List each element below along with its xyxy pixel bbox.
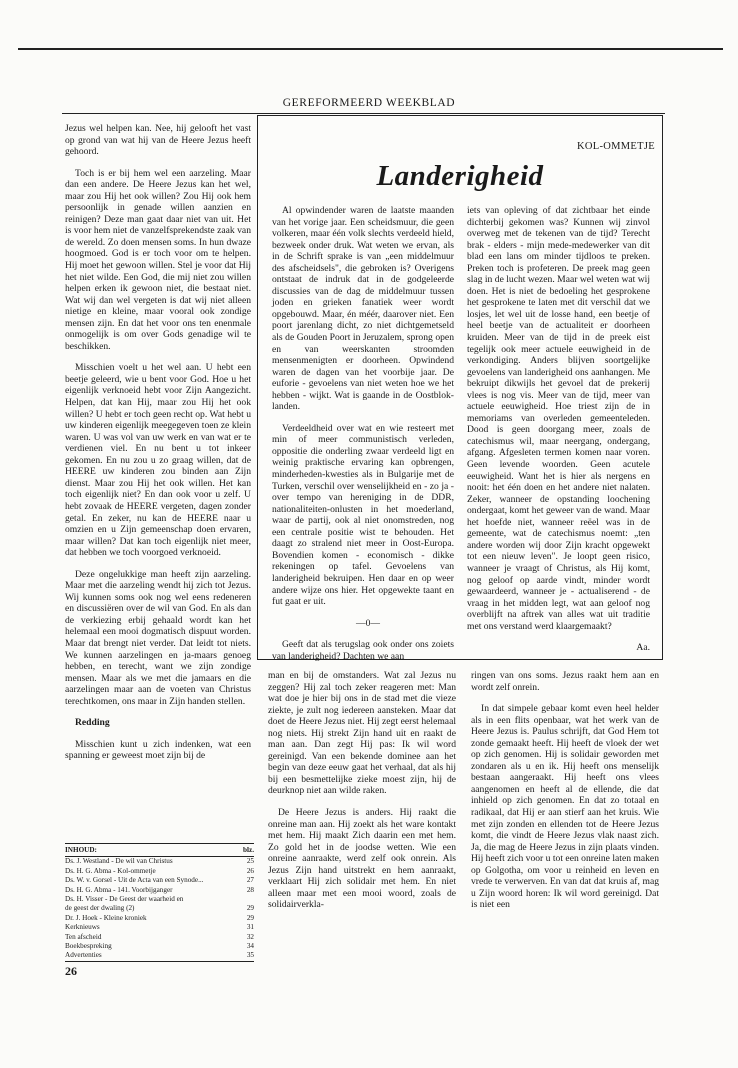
column-3 <box>471 670 659 921</box>
toc-entry <box>65 876 254 885</box>
signature: Aa. <box>636 642 650 654</box>
toc-entry-page: 32 <box>246 932 254 941</box>
toc-entry-title: Kerknieuws <box>65 923 100 932</box>
toc-page-heading: blz. <box>243 846 254 854</box>
separator: —0— <box>356 617 380 629</box>
column-1 <box>65 123 251 772</box>
paragraph: Jezus wel helpen kan. Nee, hij gelooft het vast op grond van wat hij van de Heere Jezus heeft gehoord. <box>65 123 251 158</box>
toc-entry <box>65 923 254 932</box>
toc-entry <box>65 857 254 866</box>
toc-entries <box>65 857 254 961</box>
toc-entry-title: Ds. H. G. Abma - 141. Voorbijganger <box>65 885 173 894</box>
toc-entry-page: 27 <box>246 876 254 885</box>
toc-entry-title: Advertenties <box>65 951 102 960</box>
box-kicker: KOL-OMMETJE <box>577 141 655 152</box>
toc-entry-page: 26 <box>246 866 254 875</box>
page-number: 26 <box>65 964 77 978</box>
toc-header <box>65 843 254 857</box>
toc-entry <box>65 886 254 895</box>
toc-entry-title: Ds. J. Westland - De wil van Christus <box>65 857 173 866</box>
toc-entry <box>65 951 254 960</box>
paragraph: In dat simpele gebaar komt even heel helder als in een flits openbaar, wat het werk van de Heere Jezus is. Paulus schrijft, dat God Hem tot zonde gemaakt heeft. Hij heeft de vloek der wet op zich genomen. Hij is solidair geworden met zondaren als u en ik. Hij heeft ons menselijk bestaan aangeraakt. Hij heeft ons vlees aangenomen en heeft al de ellende, die dat inhield op zich genomen. En dat zo totaal en radikaal, dat Hij er aan stierf aan het kruis. Wie met zijn zonden en ellenden tot de Heere Jezus komt, die vindt de Heere Jezus vlak naast zich. Ja, die mag de Heere Jezus in zijn plaats vinden. Hij heeft zich voor u tot een onreine laten maken op Golgotha, om voor u reinheid en leven en vrede te verwerven. En van dat dat kruis af, mag u Zijn woord horen: Ik wil word gereinigd. Dat is niet een <box>471 703 659 911</box>
toc-entry-title: Boekbespreking <box>65 942 112 951</box>
toc-entry-title: Ten afscheid <box>65 932 102 941</box>
toc-entry-title: Ds. W. v. Gorsel - Uit de Acta van een Synode... <box>65 876 204 885</box>
toc-entry-page: 35 <box>246 951 254 960</box>
toc-entry-title: de geest der dwaling (2) <box>65 904 135 913</box>
toc-entry <box>65 867 254 876</box>
box-column-right <box>467 205 650 654</box>
toc-entry <box>65 942 254 951</box>
kol-ommetje-box <box>257 115 663 660</box>
paragraph: Verdeeldheid over wat en wie resteert met min of meer communistisch verleden, oppositie die onderling zwaar verdeeld ligt en weinig praktische ervaring kan opbrengen, minderheden-kwesties als in Bulgarije met de Turken, verschil over wenselijkheid en - zo ja - over tempo van hereniging in de DDR, nationaliteiten-onlusten in het moederland, waar de partij, ook al niet onomstreden, nog een centrale positie wist te behouden. Het daagt zo stralend niet meer in Oost-Europa. Bovendien komen - economisch - dikke rekeningen op tafel. Gevoelens van landerigheid bekruipen. Hen daar en op weer andere wijze ons hier. Het opgewekte taant en fut gaat er uit. <box>272 422 454 608</box>
toc-entry-page: 25 <box>246 857 254 866</box>
toc-entry-title: Ds. H. Visser - De Geest der waarheid en <box>65 895 184 904</box>
toc-entry-page: 29 <box>246 904 254 913</box>
paragraph: Al opwindender waren de laatste maanden van het vorige jaar. Een scheidsmuur, die geen volkeren, maar één volk slechts verdeeld hield, bezweek onder druk. Wat weten we ervan, als in de Schrift sprake is van „een middelmuur des afscheidsels", die gebroken is? Overigens ontstaat de indruk dat in de godgeleerde discussies van de dag de middelmuur tussen joden en grieken fanatiek weer wordt opgebouwd. Maar, én méér, daarover niet. Een poort jarenlang dicht, zo niet dichtgemetseld als de Gouden Poort in Jeruzalem, sprong open en van weerskanten stroomden mensenmenigten er doorheen. Opwindend waren de dagen van het voorbije jaar. De euforie - gevoelens van niet weten hoe we het hebben - wijkt. Wat is gaande in de Oostblok-landen. <box>272 205 454 413</box>
toc-heading: INHOUD: <box>65 846 97 854</box>
box-title: Landerigheid <box>376 160 544 192</box>
column-2 <box>268 670 456 921</box>
toc-entry <box>65 914 254 923</box>
toc-entry <box>65 933 254 942</box>
box-column-left <box>272 205 454 672</box>
paragraph: ringen van ons soms. Jezus raakt hem aan en wordt zelf onrein. <box>471 670 659 693</box>
toc-entry-page: 29 <box>246 913 254 922</box>
toc-entry-title: Dr. J. Hoek - Kleine kroniek <box>65 913 147 922</box>
paragraph: man en bij de omstanders. Wat zal Jezus nu zeggen? Hij zal toch zeker reageren met: Man wat doe je hier bij ons in de stad met die vieze ziekte, je zult nog iedereen aansteken. Maar dat doet de Heere Jezus niet. Hij zegt eerst helemaal nog niets. Hij strekt Zijn hand uit en raakt de man aan. Dan zegt Hij pas: Ik wil word gereinigd. Van een bekende dominee aan het begin van deze eeuw gaat het verhaal, dat als hij bij een besmettelijke zieke moest zijn, hij de deurknop niet aan wilde raken. <box>268 670 456 797</box>
toc-entry-title: Ds. H. G. Abma - Kol-ommetje <box>65 866 156 875</box>
toc-entry <box>65 895 254 904</box>
subheading: Redding <box>75 717 110 729</box>
journal-header: GEREFORMEERD WEEKBLAD <box>282 97 456 109</box>
paragraph: De Heere Jezus is anders. Hij raakt die onreine man aan. Hij zoekt als het ware kontakt met hem. Hij maakt Zich daarin een met hem. Zo gold het in de joodse wetten. Wie een onreine aanraakte, werd zelf ook onrein. Als Jezus Zijn hand uitstrekt en hem aanraakt, verklaart Hij zich solidair met hem. En niet alleen maar met een mooi woord, zoals de solidairverkla- <box>268 807 456 911</box>
paragraph: Toch is er bij hem wel een aarzeling. Maar dan een andere. De Heere Jezus kan het wel, maar zou Hij het ook willen? Zou Hij ook hem persoonlijk in genade willen aanzien en reinigen? Deze man gaat daar niet van uit. Het is voor hem niet de vanzelfsprekendste zaak van de wereld. Zo doen mensen soms. In hun dwaze hoogmoed. God is er toch voor om te helpen. Hij moet het gewoon willen. Stel je voor dat Hij het niet wilde. Een God, die mij niet zou willen helpen erken ik gewoon niet, die bestaat niet. Wat wij dan wel vergeten is dat wij niet alleen nietige en kleine, maar vooral ook zondige mensen zijn. En dat het voor ons ten enenmale onmogelijk is om over Gods genadige wil te beschikken. <box>65 167 251 352</box>
paragraph: Misschien voelt u het wel aan. U hebt een beetje geleerd, wie u bent voor God. Hoe u het eigenlijk verknoeid hebt voor Zijn Aangezicht. Helpen, dat kan Hij, maar zou Hij het ook willen? U hebt er toch geen recht op. Wat hebt u uw kinderen eigenlijk meegegeven toen ze klein waren. U was vol van uw werk en van wat er te verdienen viel. En nu bent u tot inkeer gekomen. En nu zou u zo graag willen, dat de HEERE uw kinderen zou binden aan Zijn dienst. Maar zou Hij het ook willen. Het kan toch eigenlijk niet? En dan ook voor u zelf. U hebt zovaak de HEERE vergeten, dagen zonder getal. En zeker, nu kan de HEERE naar u omzien en u Zijn gemeenschap doen ervaren, maar willen? Dat kan toch eigenlijk niet meer, dat hebben we toch voorgoed verknoeid. <box>65 362 251 559</box>
toc-entry-page: 34 <box>246 942 254 951</box>
paragraph: iets van opleving of dat zichtbaar het einde dichterbij gekomen was? Kunnen wij zinvol overweg met de tekenen van de tijd? Terecht brak - elders - mijn mede-medewerker van dit blad een lans om minder tijdloos te preken. Preken toch is profeteren. De preek mag geen slag in de lucht wezen. Maar wel weten wat wij doen. Het is niet de bedoeling het gesprokene het gesprokene te laten met dit verschil dat we losjes, let wel uit de losse hand, een beetje of heel beetje van de actualiteit er doorheen kruiden. Meer van de tijd in de preek eist tegelijk ook meer actuele eeuwigheid in de verkondiging. Anders blijven soortgelijke gevoelens van landerigheid ons aanhangen. Me bekruipt dikwijls het gevoel dat de prekerij vlees is nog vis. Meer van de tijd, meer van actuele eeuwigheid. Hoe triest zijn de in memoriams van overleden gemeenteleden. Dood is geen doorgang meer, zoals de catechismus wil, maar neergang, ondergang, afgang. Afgesleten termen komen naar voren. Geen levende woorden. Geen acutele eeuwigheid. Want het is hier als nergens en nooit: het één doen en het andere niet nalaten. Zeker, wanneer de opstanding loochening ondergaat, komt het geweer van de wand. Maar het hoefde niet, wanneer reëel was in de gemeente, wat de catechismus noemt: „ten andere worden wij door Zijn kracht opgewekt tot een nieuw leven". Je loopt geen risico, wanneer je vraagt of Christus, als Hij komt, nog geloof op aarde vindt, minder wordt gewaardeerd, wanneer je - actualiserend - de vraag in het midden legt, wat aan geloof nog overblijft na aftrek van alles wat uit traditie met ons verstand werd klaargemaakt? <box>467 205 650 632</box>
paragraph: Geeft dat als terugslag ook onder ons zoiets van landerigheid? Dachten we aan <box>272 639 454 662</box>
toc-entry-page: 28 <box>246 885 254 894</box>
top-rule <box>18 48 723 50</box>
toc-entry-page: 31 <box>246 923 254 932</box>
header-rule <box>62 113 665 114</box>
table-of-contents <box>65 843 254 962</box>
toc-entry <box>65 904 254 913</box>
paragraph: Deze ongelukkige man heeft zijn aarzeling. Maar met die aarzeling wendt hij zich tot Jezus. Wij kunnen soms ook nog wel eens redeneren en discussiëren over de wil van God. En als dan de verkiezing erbij gehaald wordt kan het helemaal een mooi dogmatisch dispuut worden. Maar dat brengt niet verder. Dat leidt tot niets. We kunnen aarzelingen en ja-maars genoeg hebben, en terecht, want we zijn zondige mensen. Maar als we met die jamaars en die aarzelingen maar aan de voeten van Christus terechtkomen, ons maar in Zijn handen stellen. <box>65 568 251 707</box>
paragraph: Misschien kunt u zich indenken, wat een spanning er geweest moet zijn bij de <box>65 738 251 762</box>
